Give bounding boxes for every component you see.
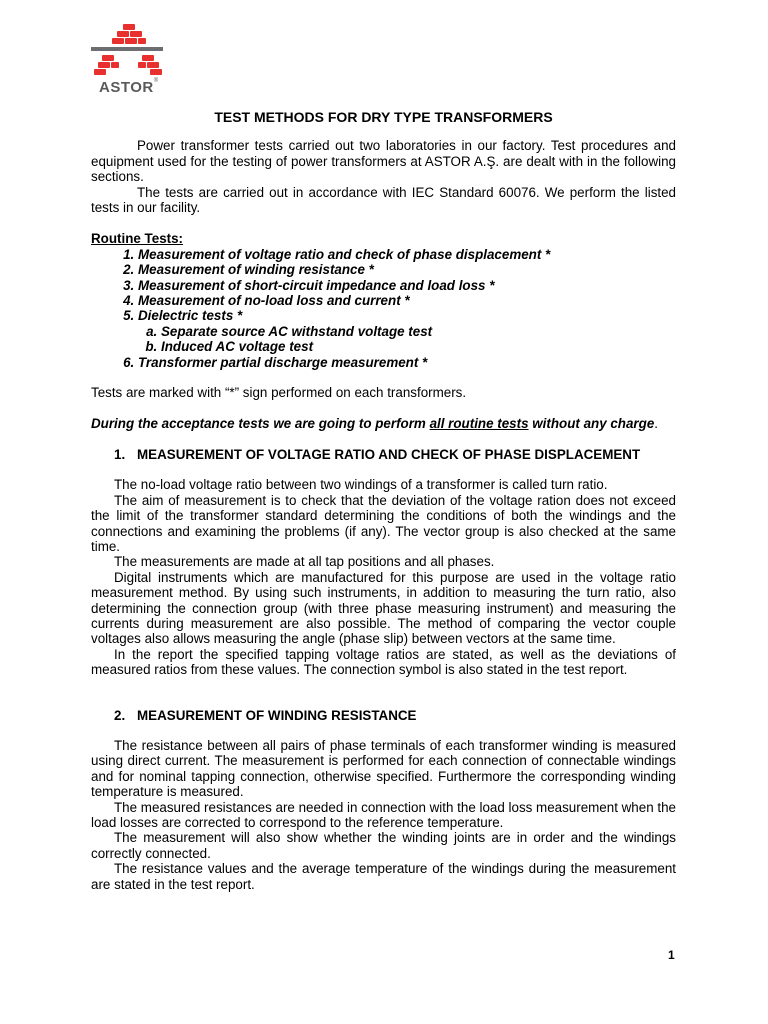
acceptance-statement: During the acceptance tests we are going to perform all routine tests without any charge. <box>91 415 659 431</box>
list-item: 6. Transformer partial discharge measurement * <box>138 355 676 370</box>
list-item: 5. Dielectric tests * a. Separate source AC withstand voltage test b. Induced AC voltage test <box>138 308 676 354</box>
section-2-paragraph: The resistance values and the average temperature of the windings during the measurement are stated in the test report. <box>91 861 676 892</box>
asterisk-note: Tests are marked with “*” sign performed on each transformers. <box>91 385 467 401</box>
dielectric-subtests-list <box>138 324 676 355</box>
document-title: TEST METHODS FOR DRY TYPE TRANSFORMERS <box>214 109 553 125</box>
list-item: 3. Measurement of short-circuit impedance and load loss * <box>138 278 676 293</box>
list-item: 1. Measurement of voltage ratio and check of phase displacement * <box>138 247 676 262</box>
section-2-heading: 2. MEASUREMENT OF WINDING RESISTANCE <box>114 707 417 723</box>
document-body <box>91 110 676 892</box>
page-number: 1 <box>668 948 675 962</box>
list-item: a. Separate source AC withstand voltage test <box>161 324 676 339</box>
list-item: 2. Measurement of winding resistance * <box>138 262 676 277</box>
section-2-paragraph: The measurement will also show whether the winding joints are in order and the windings correctly connected. <box>91 830 676 861</box>
intro-paragraph-2: The tests are carried out in accordance with IEC Standard 60076. We perform the listed tests in our facility. <box>91 184 676 216</box>
section-2-paragraph: The resistance between all pairs of phase terminals of each transformer winding is measured using direct current. The measurement is performed for each connection of connectable windings and for nominal tapping connection, otherwise specified. Furthermore the corresponding winding temperature is measured. <box>91 738 676 800</box>
list-item: 4. Measurement of no-load loss and current * <box>138 293 676 308</box>
section-1-paragraph: The measurements are made at all tap positions and all phases. <box>114 554 495 570</box>
list-item: b. Induced AC voltage test <box>161 339 676 354</box>
section-1-paragraph: The no-load voltage ratio between two windings of a transformer is called turn ratio. <box>114 477 608 493</box>
routine-tests-list <box>91 247 676 370</box>
intro-paragraph-1: Power transformer tests carried out two laboratories in our factory. Test procedures and equipment used for the testing of power transformers at ASTOR A.Ş. are dealt with in the following sections. <box>91 138 676 185</box>
section-1-heading: 1. MEASUREMENT OF VOLTAGE RATIO AND CHECK OF PHASE DISPLACEMENT <box>114 446 641 462</box>
logo-wordmark: ASTOR® <box>99 78 159 96</box>
section-1-paragraph: The aim of measurement is to check that the deviation of the voltage ration does not exceed the limit of the transformer standard determining the conditions of both the windings and the connections and examining the problems (if any). The vector group is also checked at the same time. <box>91 492 676 554</box>
routine-tests-heading: Routine Tests: <box>91 231 184 247</box>
section-1-paragraph: Digital instruments which are manufactured for this purpose are used in the voltage ratio measurement method. By using such instruments, in addition to measuring the turn ratio, also determining the connection group (with three phase measuring instrument) and measuring the currents during measurement are also possible. The method of comparing the vector couple voltages also allows measuring the angle (phase slip) between vectors at the same time. <box>91 569 676 647</box>
section-2-paragraph: The measured resistances are needed in connection with the load loss measurement when the load losses are corrected to correspond to the reference temperature. <box>91 799 676 831</box>
all-routine-tests-emphasis: all routine tests <box>429 415 529 431</box>
section-1-paragraph: In the report the specified tapping voltage ratios are stated, as well as the deviations of measured ratios from these values. The connection symbol is also stated in the test report. <box>91 646 676 678</box>
